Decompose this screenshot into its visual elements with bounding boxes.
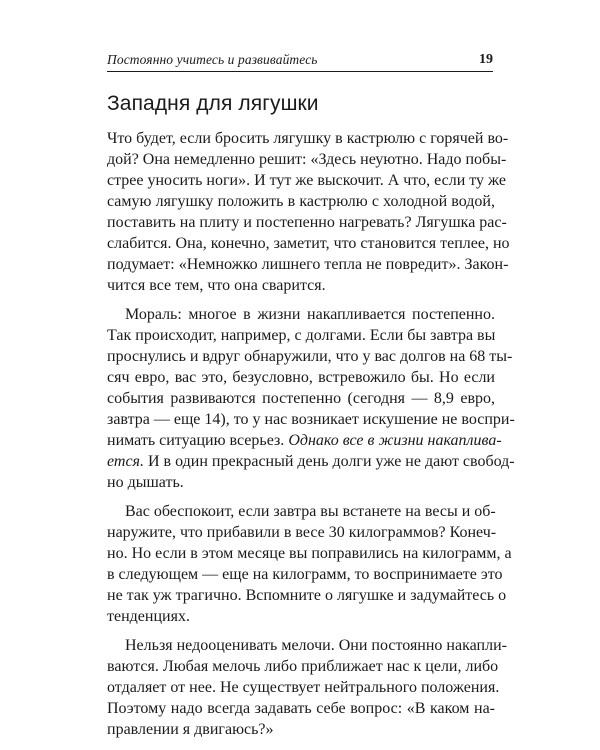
text-line: стрее уносить ноги». И тут же выскочит. А что, если ту же — [107, 172, 506, 189]
text-line: поставить на плиту и постепенно нагревать? Лягушка рас- — [107, 214, 507, 231]
text-line: правлении я двигаюсь?» — [107, 721, 274, 738]
text-line: самую лягушку положить в кастрюлю с холодной водой, — [107, 193, 495, 210]
body-text — [107, 128, 515, 740]
text-line: завтра — еще 14), то у нас возникает искушение не воспри- — [107, 411, 515, 428]
text-line: чится все тем, что она сварится. — [107, 277, 326, 294]
section-title: Западня для лягушки — [107, 92, 319, 115]
paragraph-1 — [107, 128, 510, 296]
text-line: отдаляет от нее. Не существует нейтрального положения. — [107, 679, 500, 696]
text-line: наружите, что прибавили в весе 30 килограммов? Конеч- — [107, 524, 497, 541]
text-line: не так уж трагично. Вспомните о лягушке и задумайтесь о — [107, 587, 507, 604]
running-header — [107, 51, 493, 72]
paragraph-3 — [107, 501, 512, 627]
text-line: Нельзя недооценивать мелочи. Они постоянно накапли- — [125, 637, 507, 654]
text-line: слабится. Она, конечно, заметит, что становится теплее, но — [107, 235, 510, 252]
text-line: Так происходит, например, с долгами. Если бы завтра вы — [107, 327, 496, 344]
text-line: Мораль: многое в жизни накапливается постепенно. — [125, 306, 495, 323]
italic-text: Однако все в жизни накаплива- — [288, 432, 502, 449]
text-line: дой? Она немедленно решит: «Здесь неуютно. Надо побы- — [107, 151, 507, 168]
text-line: Вас обеспокоит, если завтра вы встанете на весы и об- — [125, 503, 496, 520]
text-line: сяч евро, вас это, безусловно, встревожило бы. Но если — [107, 369, 495, 386]
text-line: Что будет, если бросить лягушку в кастрюлю с горячей во- — [107, 130, 509, 147]
paragraph-4 — [107, 635, 507, 740]
text-line: проснулись и вдруг обнаружили, что у вас долгов на 68 ты- — [107, 348, 513, 365]
text-segment: И в один прекрасный день долги уже не дают свобод- — [147, 453, 515, 470]
text-line: события развиваются постепенно (сегодня — 8,9 евро, — [107, 390, 495, 407]
text-line: но. Но если в этом месяце вы поправились на килограмм, а — [107, 545, 512, 562]
text-line: Поэтому надо всегда задавать себе вопрос: «В каком на- — [107, 700, 495, 717]
text-line: тенденциях. — [107, 608, 190, 625]
text-line: ваются. Любая мелочь либо приближает нас к цели, либо — [107, 658, 499, 675]
text-line-mixed — [107, 451, 515, 472]
page-number: 19 — [479, 52, 493, 67]
italic-text: ется. — [107, 453, 144, 470]
text-line-mixed — [107, 430, 502, 451]
text-line: в следующем — еще на килограмм, то воспринимаете это — [107, 566, 503, 583]
text-line: подумает: «Немножко лишнего тепла не повредит». Закон- — [107, 256, 509, 273]
text-segment: нимать ситуацию всерьез. — [107, 432, 289, 449]
paragraph-2 — [107, 304, 515, 493]
text-line: но дышать. — [107, 474, 184, 491]
running-title: Постоянно учитесь и развивайтесь — [107, 52, 318, 67]
